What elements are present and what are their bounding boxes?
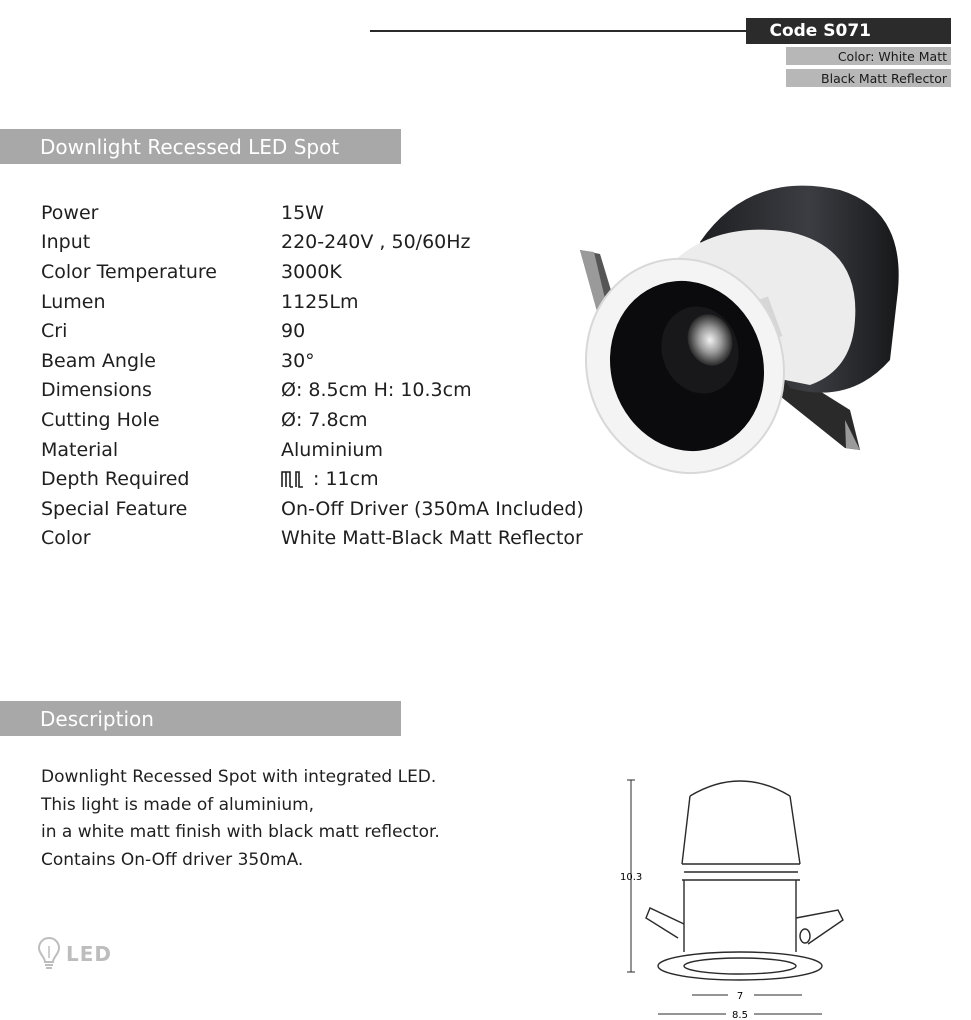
technical-drawing bbox=[618, 768, 868, 1018]
spec-value: Aluminium bbox=[281, 438, 383, 461]
description-heading: Description bbox=[0, 701, 401, 736]
description-line: Contains On-Off driver 350mA. bbox=[41, 849, 304, 870]
spec-row bbox=[41, 228, 601, 258]
drawing-clip-left bbox=[646, 908, 684, 938]
spec-value: : 11cm bbox=[313, 468, 379, 491]
drawing-flange-inner bbox=[684, 958, 796, 974]
led-logo bbox=[38, 936, 112, 972]
product-code bbox=[746, 18, 951, 44]
drawing-clip-right bbox=[796, 910, 843, 944]
spec-value: 220-240V , 50/60Hz bbox=[281, 231, 471, 254]
product-image bbox=[560, 170, 920, 490]
spec-value: 30° bbox=[281, 349, 315, 372]
drawing-flange bbox=[658, 952, 822, 980]
color-tag: Color: White Matt bbox=[786, 47, 951, 65]
spec-value: Ø: 7.8cm bbox=[281, 408, 368, 431]
spec-row bbox=[41, 316, 601, 346]
spec-row bbox=[41, 346, 601, 376]
spec-row bbox=[41, 464, 601, 494]
spec-label: Color bbox=[41, 527, 91, 550]
outer-width-label: 8.5 bbox=[732, 1010, 748, 1018]
depth-icon bbox=[281, 469, 307, 489]
bulb-icon bbox=[38, 936, 60, 972]
spec-row bbox=[41, 405, 601, 435]
product-code-text: Code S071 bbox=[769, 21, 871, 41]
spec-row bbox=[41, 376, 601, 406]
spec-label: Input bbox=[41, 231, 91, 254]
spec-row bbox=[41, 494, 601, 524]
spec-label: Lumen bbox=[41, 290, 106, 313]
spec-label: Power bbox=[41, 201, 99, 224]
spec-row bbox=[41, 435, 601, 465]
spec-row bbox=[41, 287, 601, 317]
spec-value: On-Off Driver (350mA Included) bbox=[281, 497, 584, 520]
description-line: in a white matt finish with black matt reflector. bbox=[41, 822, 440, 842]
spec-label: Color Temperature bbox=[41, 260, 218, 283]
spec-value-depth bbox=[281, 468, 379, 490]
spec-value: Ø: 8.5cm H: 10.3cm bbox=[281, 379, 472, 402]
spec-label: Depth Required bbox=[41, 468, 190, 491]
drawing-clip-hole bbox=[800, 929, 810, 943]
product-title: Downlight Recessed LED Spot bbox=[0, 129, 401, 164]
spec-label: Beam Angle bbox=[41, 349, 156, 372]
spec-label: Material bbox=[41, 438, 119, 461]
spec-row bbox=[41, 257, 601, 287]
spec-label: Special Feature bbox=[41, 497, 188, 520]
spec-value: 1125Lm bbox=[281, 290, 359, 313]
inner-width-label: 7 bbox=[736, 991, 744, 1002]
spec-value: White Matt-Black Matt Reflector bbox=[281, 527, 583, 550]
spec-value: 90 bbox=[281, 320, 306, 343]
spec-label: Cri bbox=[41, 320, 68, 343]
drawing-top bbox=[690, 781, 790, 796]
spec-table bbox=[41, 198, 601, 553]
reflector-tag: Black Matt Reflector bbox=[786, 69, 951, 87]
led-logo-text: LED bbox=[66, 942, 113, 966]
description-line: This light is made of aluminium, bbox=[41, 794, 315, 815]
drawing-lower-body bbox=[684, 880, 796, 952]
spec-value: 15W bbox=[281, 201, 324, 224]
spec-row bbox=[41, 198, 601, 228]
drawing-upper-body bbox=[682, 796, 800, 864]
spec-value: 3000K bbox=[281, 260, 342, 283]
description-text bbox=[41, 764, 561, 874]
spec-label: Cutting Hole bbox=[41, 408, 160, 431]
spec-label: Dimensions bbox=[41, 379, 152, 402]
description-line: Downlight Recessed Spot with integrated LED. bbox=[41, 767, 437, 787]
height-label: 10.3 bbox=[620, 872, 643, 883]
header-rule bbox=[370, 30, 748, 32]
spec-row bbox=[41, 524, 601, 554]
